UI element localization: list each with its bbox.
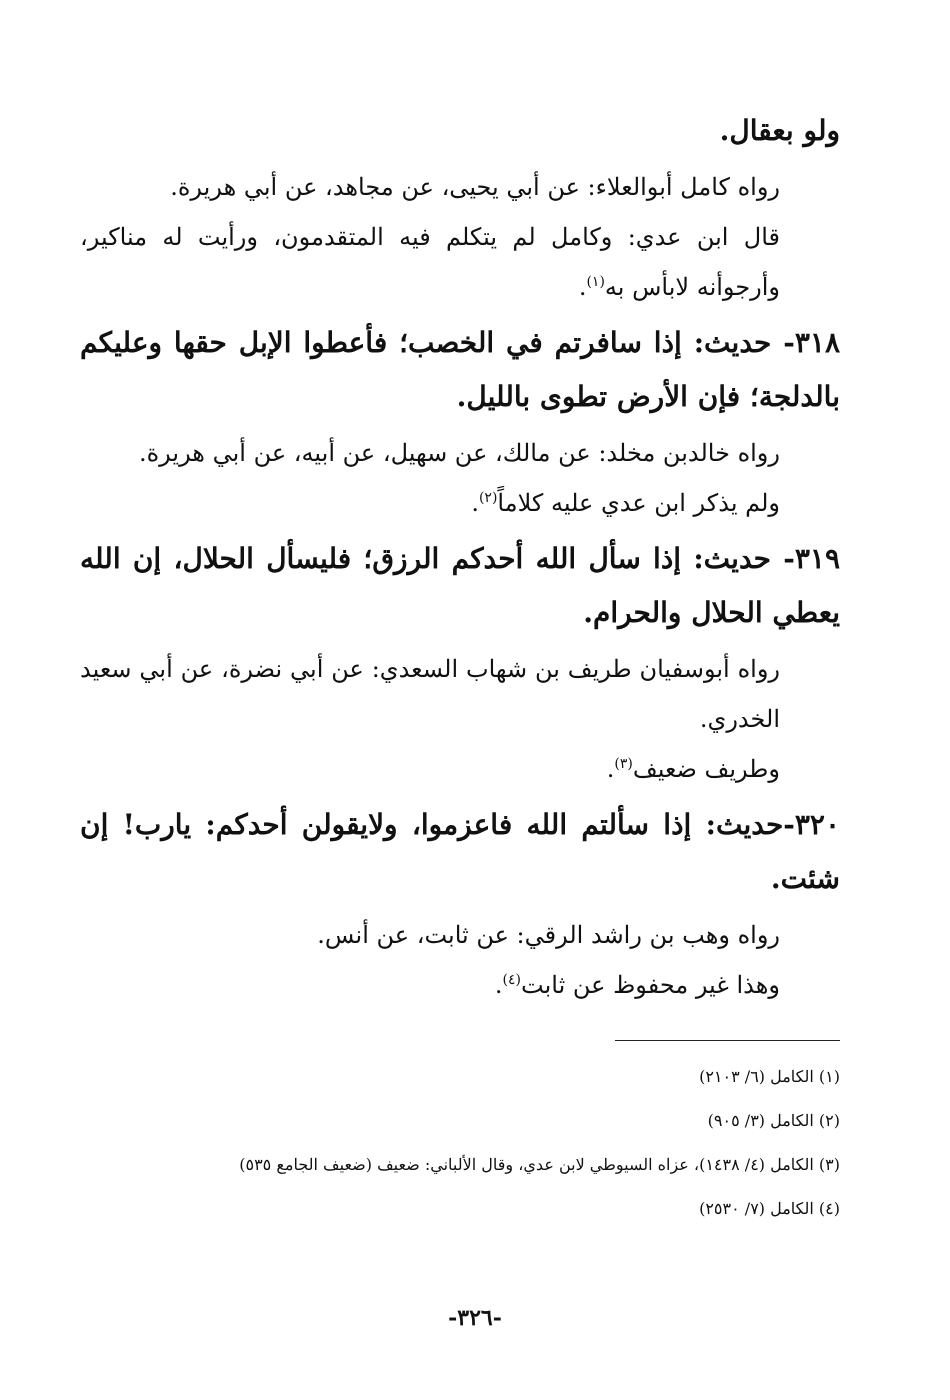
hadith-318: ٣١٨- حديث: إذا سافرتم في الخصب؛ فأعطوا الإبل حقها وعليكم بالدلجة؛ فإن الأرض تطوى بالليل.	[80, 326, 840, 413]
footnote-ref: (١)	[586, 274, 605, 290]
footnote-item: (٢) الكامل (٣/ ٩٠٥)	[707, 1111, 840, 1130]
narration-text: رواه خالدبن مخلد: عن مالك، عن سهيل، عن أبيه، عن أبي هريرة.	[138, 439, 780, 467]
footnote-ref: (٤)	[502, 972, 522, 988]
hadith-continuation: ولو بعقال.	[719, 114, 840, 147]
sentence-end: .	[494, 971, 503, 999]
footnote-item: (٣) الكامل (٤/ ١٤٣٨)، عزاه السيوطي لابن عدي، وقال الألباني: ضعيف (ضعيف الجامع ٥٣٥)	[239, 1155, 840, 1174]
commentary-text	[80, 744, 840, 794]
footnote-ref: (٢)	[478, 490, 498, 506]
page-body	[80, 100, 840, 1010]
commentary-text	[80, 960, 840, 1010]
footnote-ref: (٣)	[614, 756, 633, 772]
page-number: -٣٢٦-	[448, 1305, 502, 1331]
commentary-content: ولم يذكر ابن عدي عليه كلاماً	[497, 489, 780, 517]
narration-text: رواه وهب بن راشد الرقي: عن ثابت، عن أنس.	[317, 921, 780, 949]
hadith-319: ٣١٩- حديث: إذا سأل الله أحدكم الرزق؛ فليسأل الحلال، إن الله يعطي الحلال والحرام.	[80, 542, 840, 629]
footnotes-section	[80, 1040, 840, 1231]
narration-text: رواه كامل أبوالعلاء: عن أبي يحيى، عن مجاهد، عن أبي هريرة.	[170, 173, 780, 201]
sentence-end: .	[471, 489, 479, 517]
hadith-320: ٣٢٠-حديث: إذا سألتم الله فاعزموا، ولايقولن أحدكم: يارب! إن شئت.	[80, 808, 840, 895]
sentence-end: .	[606, 755, 615, 783]
commentary-content: وطريف ضعيف	[632, 755, 780, 783]
commentary-content: قال ابن عدي: وكامل لم يتكلم فيه المتقدمون، ورأيت له مناكير، وأرجوأنه لابأس به	[80, 223, 780, 301]
narration-text: رواه أبوسفيان طريف بن شهاب السعدي: عن أبي نضرة، عن أبي سعيد الخدري.	[80, 655, 781, 733]
commentary-text	[80, 478, 840, 528]
sentence-end: .	[578, 273, 587, 301]
commentary-content: وهذا غير محفوظ عن ثابت	[521, 971, 780, 999]
footnote-divider	[615, 1040, 840, 1041]
footnote-item: (٤) الكامل (٧/ ٢٥٣٠)	[699, 1199, 840, 1218]
commentary-text	[80, 212, 840, 312]
footnote-item: (١) الكامل (٦/ ٢١٠٣)	[699, 1067, 840, 1086]
